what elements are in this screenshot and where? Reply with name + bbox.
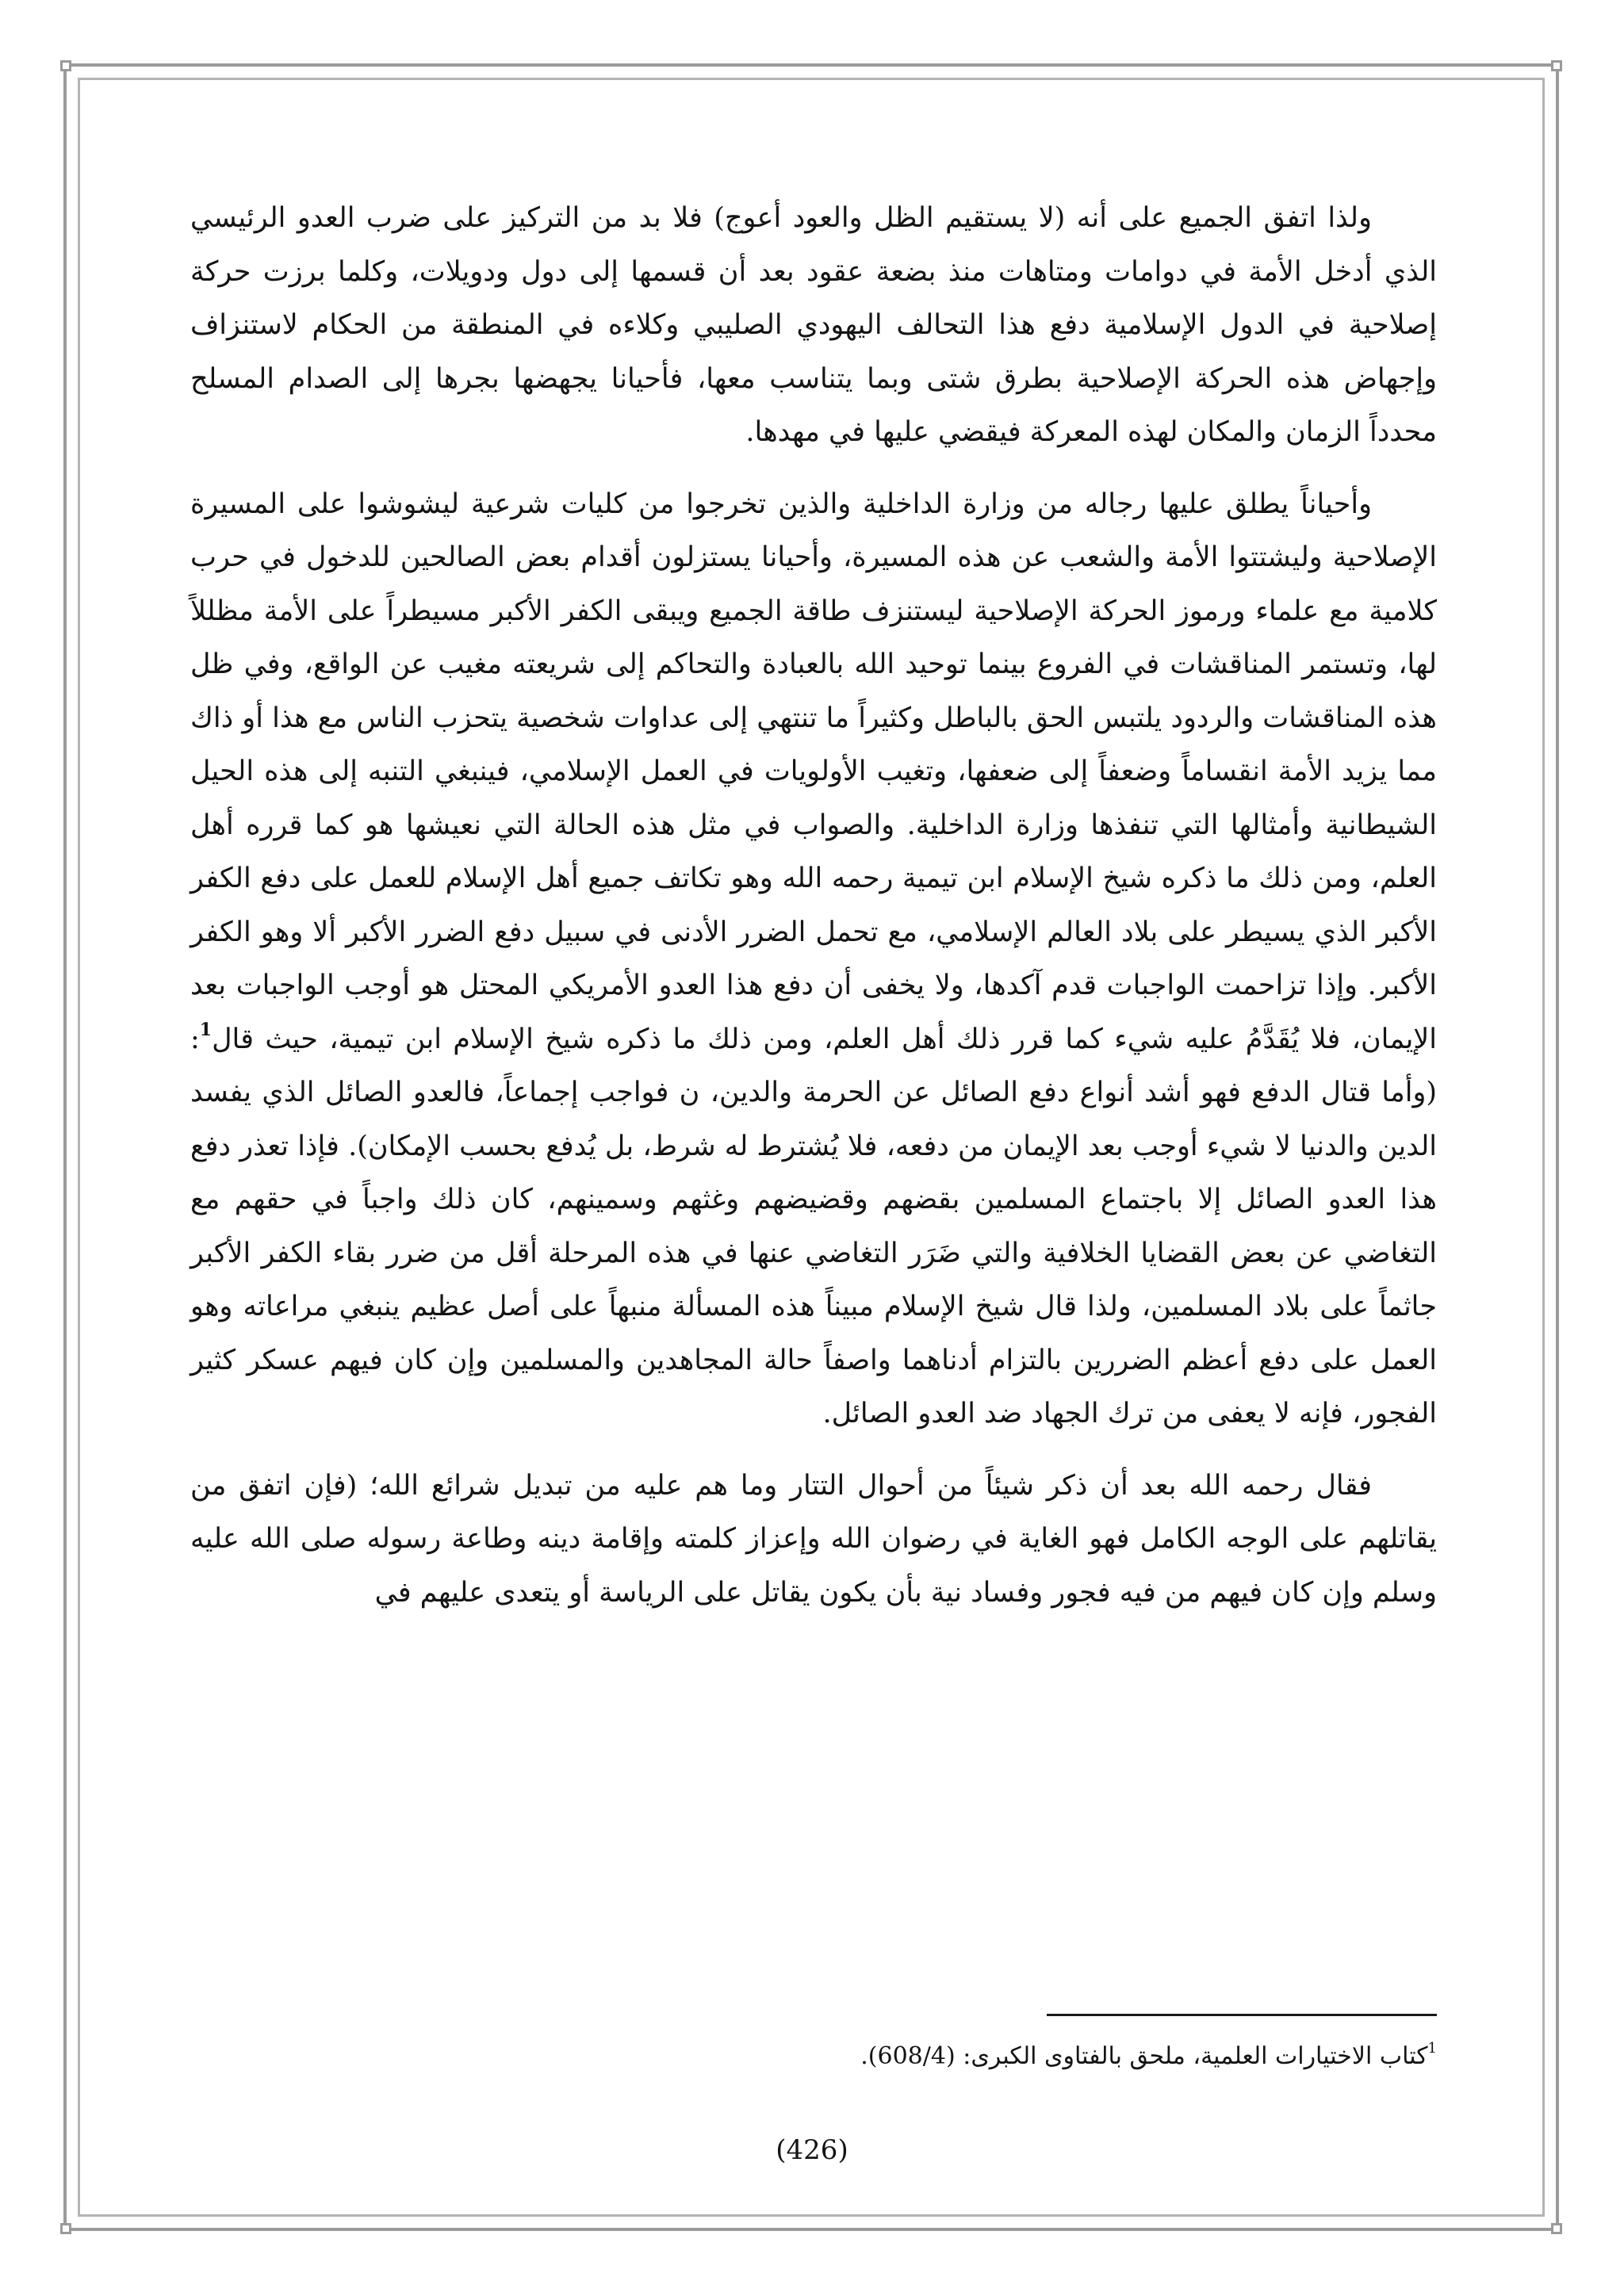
footnote-reference[interactable]: 1 [199, 1019, 213, 1040]
paragraph-3: فقال رحمه الله بعد أن ذكر شيئاً من أحوال التتار وما هم عليه من تبديل شرائع الله؛ (فإن اتفق من يقاتلهم على الوجه الكامل فهو الغاية في رضوان الله وإعزاز كلمته وإقامة دينه وطاعة رسوله صلى الله عليه وسلم وإن كان فيهم من فيه فجور وفساد نية بأن يكون يقاتل على الرياسة أو يتعدى عليهم في [190, 1469, 1437, 1609]
border-corner-bottom-right [1551, 2223, 1562, 2234]
border-corner-top-left [60, 60, 71, 71]
paragraph-2-text: وأحياناً يطلق عليها رجاله من وزارة الداخلية والذين تخرجوا من كليات شرعية ليشوشوا على المسيرة الإصلاحية وليشتتوا الأمة والشعب عن هذه المسيرة، وأحيانا يستزلون أقدام بعض الصالحين للدخول في حرب كلامية مع علماء ورموز الحركة الإصلاحية ليستنزف طاقة الجميع ويبقى الكفر الأكبر مسيطراً على الأمة مظللاً لها، وتستمر المناقشات في الفروع بينما توحيد الله بالعبادة والتحاكم إلى شريعته مغيب عن الواقع، وفي ظل هذه المناقشات والردود يلتبس الحق بالباطل وكثيراً ما تنتهي إلى عداوات شخصية يتحزب الناس مع هذا أو ذاك مما يزيد الأمة انقساماً وضعفاً إلى ضعفها، وتغيب الأولويات في العمل الإسلامي، فينبغي التنبه إلى هذه الحيل الشيطانية وأمثالها التي تنفذها وزارة الداخلية. والصواب في مثل هذه الحالة التي نعيشها هو كما قرره أهل العلم، ومن ذلك ما ذكره شيخ الإسلام ابن تيمية رحمه الله وهو تكاتف جميع أهل الإسلام للعمل على دفع الكفر الأكبر الذي يسيطر على بلاد العالم الإسلامي، مع تحمل الضرر الأدنى في سبيل دفع الضرر الأكبر ألا وهو الكفر الأكبر. وإذا تزاحمت الواجبات قدم آكدها، ولا يخفى أن دفع هذا العدو الأمريكي المحتل هو أوجب الواجبات بعد الإيمان، فلا يُقَدَّمُ عليه شيء كما قرر ذلك أهل العلم، ومن ذلك ما ذكره شيخ الإسلام ابن تيمية، حيث قال [190, 488, 1437, 1055]
paragraph-1: ولذا اتفق الجميع على أنه (لا يستقيم الظل والعود أعوج) فلا بد من التركيز على ضرب العدو الرئيسي الذي أدخل الأمة في دوامات ومتاهات منذ بضعة عقود بعد أن قسمها إلى دول ودويلات، وكلما برزت حركة إصلاحية في الدول الإسلامية دفع هذا التحالف اليهودي الصليبي وكلاءه في المنطقة من الحكام لاستنزاف وإجهاض هذه الحركة الإصلاحية بطرق شتى وبما يتناسب معها، فأحيانا يجهضها بجرها إلى الصدام المسلح محدداً الزمان والمكان لهذه المعركة فيقضي عليها في مهدها. [190, 202, 1437, 448]
footnote-marker: 1 [1427, 2040, 1437, 2057]
border-corner-top-right [1551, 60, 1562, 71]
footnote [860, 2039, 1437, 2074]
body-text [190, 192, 1437, 1638]
paragraph-2 [190, 478, 1437, 1441]
footnote-text: كتاب الاختيارات العلمية، ملحق بالفتاوى الكبرى: (608/4). [860, 2042, 1428, 2070]
border-corner-bottom-left [60, 2223, 71, 2234]
footnote-separator [1047, 2014, 1437, 2016]
paragraph-2-continued: : (وأما قتال الدفع فهو أشد أنواع دفع الصائل عن الحرمة والدين، ن فواجب إجماعاً، فالعدو الصائل الذي يفسد الدين والدنيا لا شيء أوجب بعد الإيمان من دفعه، فلا يُشترط له شرط، بل يُدفع بحسب الإمكان). فإذا تعذر دفع هذا العدو الصائل إلا باجتماع المسلمين بقضهم وقضيضهم وغثهم وسمينهم، كان ذلك واجباً في حقهم مع التغاضي عن بعض القضايا الخلافية والتي ضَرَر التغاضي عنها في هذه المرحلة أقل من ضرر بقاء الكفر الأكبر جاثماً على بلاد المسلمين، ولذا قال شيخ الإسلام مبيناً هذه المسألة منبهاً على أصل عظيم ينبغي مراعاته وهو العمل على دفع أعظم الضررين بالتزام أدناهما واصفاً حالة المجاهدين والمسلمين وإن كان فيهم عسكر كثير الفجور، فإنه لا يعفى من ترك الجهاد ضد العدو الصائل. [190, 1023, 1438, 1429]
page-number: (426) [776, 2134, 848, 2166]
